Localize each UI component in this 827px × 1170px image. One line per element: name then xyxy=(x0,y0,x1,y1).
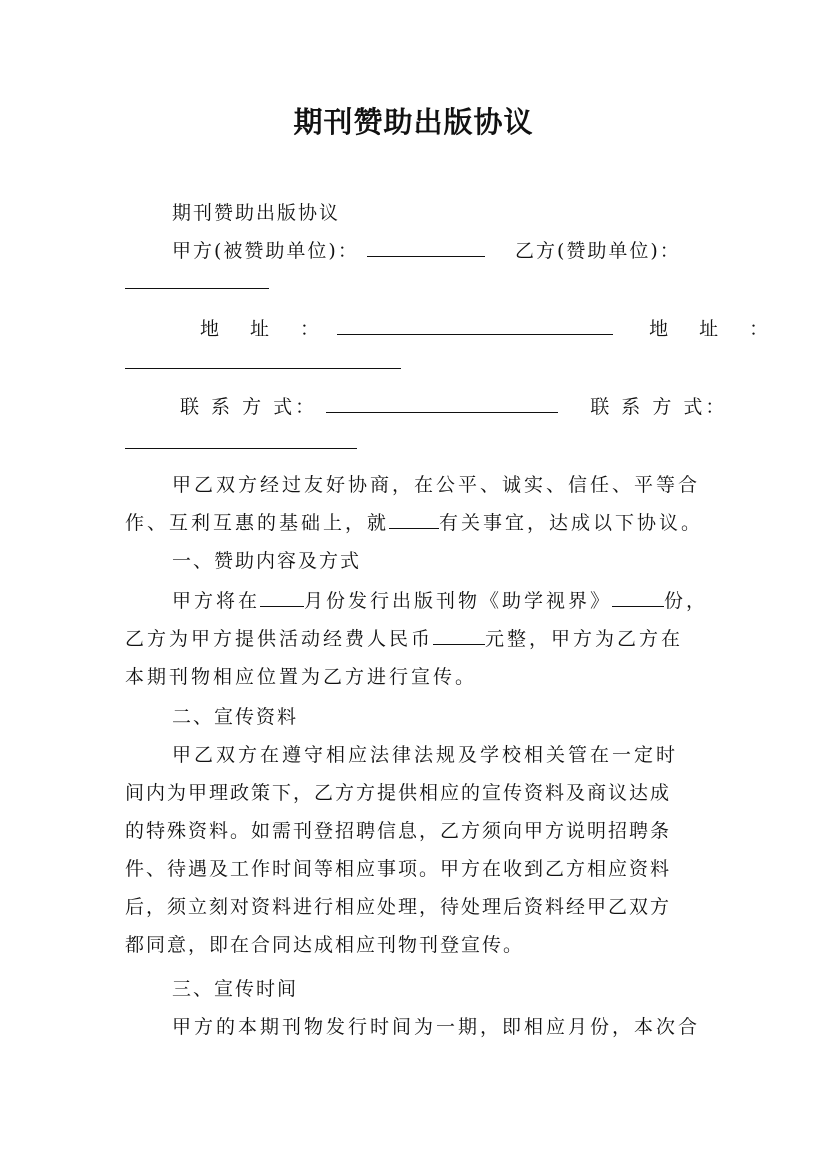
paragraph-line xyxy=(125,932,705,958)
text-span: 件、待遇及工作时间等相应事项。甲方在收到乙方相应资料 xyxy=(125,858,672,880)
blank-field[interactable] xyxy=(389,510,439,529)
blank-field[interactable] xyxy=(125,430,357,449)
address-a-label: 地 址 ： xyxy=(200,318,326,340)
text-span: 月份发行出版刊物《助学视界》 xyxy=(304,590,613,612)
text-span: 间内为甲理政策下，乙方方提供相应的宣传资料及商议达成 xyxy=(125,782,672,804)
paragraph-line xyxy=(125,894,705,920)
blank-field[interactable] xyxy=(337,316,613,335)
text-span: 二、宣传资料 xyxy=(172,706,299,728)
text-span: 的特殊资料。如需刊登招聘信息，乙方须向甲方说明招聘条 xyxy=(125,820,672,842)
text-span: 作、互利互惠的基础上，就 xyxy=(125,512,390,534)
paragraph-line xyxy=(125,664,705,690)
text-span: 甲乙双方经过友好协商，在公平、诚实、信任、平等合 xyxy=(172,474,701,496)
text-span: 本期刊物相应位置为乙方进行宣传。 xyxy=(125,666,478,688)
paragraph-line xyxy=(125,626,705,652)
blank-field[interactable] xyxy=(125,270,269,289)
text-span: 三、宣传时间 xyxy=(172,978,299,1000)
paragraph-line xyxy=(172,588,752,614)
paragraph-line xyxy=(125,856,705,882)
text-span: 元整，甲方为乙方在 xyxy=(485,628,684,650)
blank-field[interactable] xyxy=(260,588,304,607)
address-line xyxy=(200,316,780,342)
blank-line xyxy=(125,270,705,296)
text-span: 乙方为甲方提供活动经费人民币 xyxy=(125,628,434,650)
section-heading xyxy=(172,976,752,1002)
blank-field[interactable] xyxy=(326,394,558,413)
blank-field[interactable] xyxy=(125,350,401,369)
text-span: 都同意，即在合同达成相应刊物刊登宣传。 xyxy=(125,934,525,956)
blank-field[interactable] xyxy=(433,626,485,645)
paragraph-line xyxy=(125,780,705,806)
text-span: 一、赞助内容及方式 xyxy=(172,550,362,572)
text-span: 甲方的本期刊物发行时间为一期，即相应月份，本次合 xyxy=(172,1016,701,1038)
subtitle xyxy=(172,200,752,226)
paragraph-line xyxy=(172,1014,752,1040)
contact-a-label: 联 系 方 式： xyxy=(180,396,318,418)
document-title: 期刊赞助出版协议 xyxy=(293,105,534,139)
party-a-label: 甲方(被赞助单位)： xyxy=(172,240,359,262)
blank-field[interactable] xyxy=(612,588,664,607)
address-b-label: 地 址 ： xyxy=(649,318,775,340)
contact-b-label: 联 系 方 式： xyxy=(590,396,728,418)
paragraph-line xyxy=(125,510,705,536)
party-line xyxy=(172,238,752,264)
text-span: 后，须立刻对资料进行相应处理，待处理后资料经甲乙双方 xyxy=(125,896,672,918)
text-span: 甲方将在 xyxy=(172,590,261,612)
blank-line xyxy=(125,430,705,456)
blank-line xyxy=(125,350,705,376)
text-span: 份， xyxy=(664,590,709,612)
contact-line xyxy=(180,394,760,420)
text-span: 有关事宜，达成以下协议。 xyxy=(439,512,704,534)
section-heading xyxy=(172,548,752,574)
section-heading xyxy=(172,704,752,730)
text-span: 期刊赞助出版协议 xyxy=(172,202,341,224)
party-b-label: 乙方(赞助单位)： xyxy=(514,240,681,262)
blank-field[interactable] xyxy=(367,238,485,257)
text-span: 甲乙双方在遵守相应法律法规及学校相关管在一定时 xyxy=(172,744,679,766)
paragraph-line xyxy=(172,472,705,498)
paragraph-line xyxy=(125,818,705,844)
paragraph-line xyxy=(172,742,752,768)
